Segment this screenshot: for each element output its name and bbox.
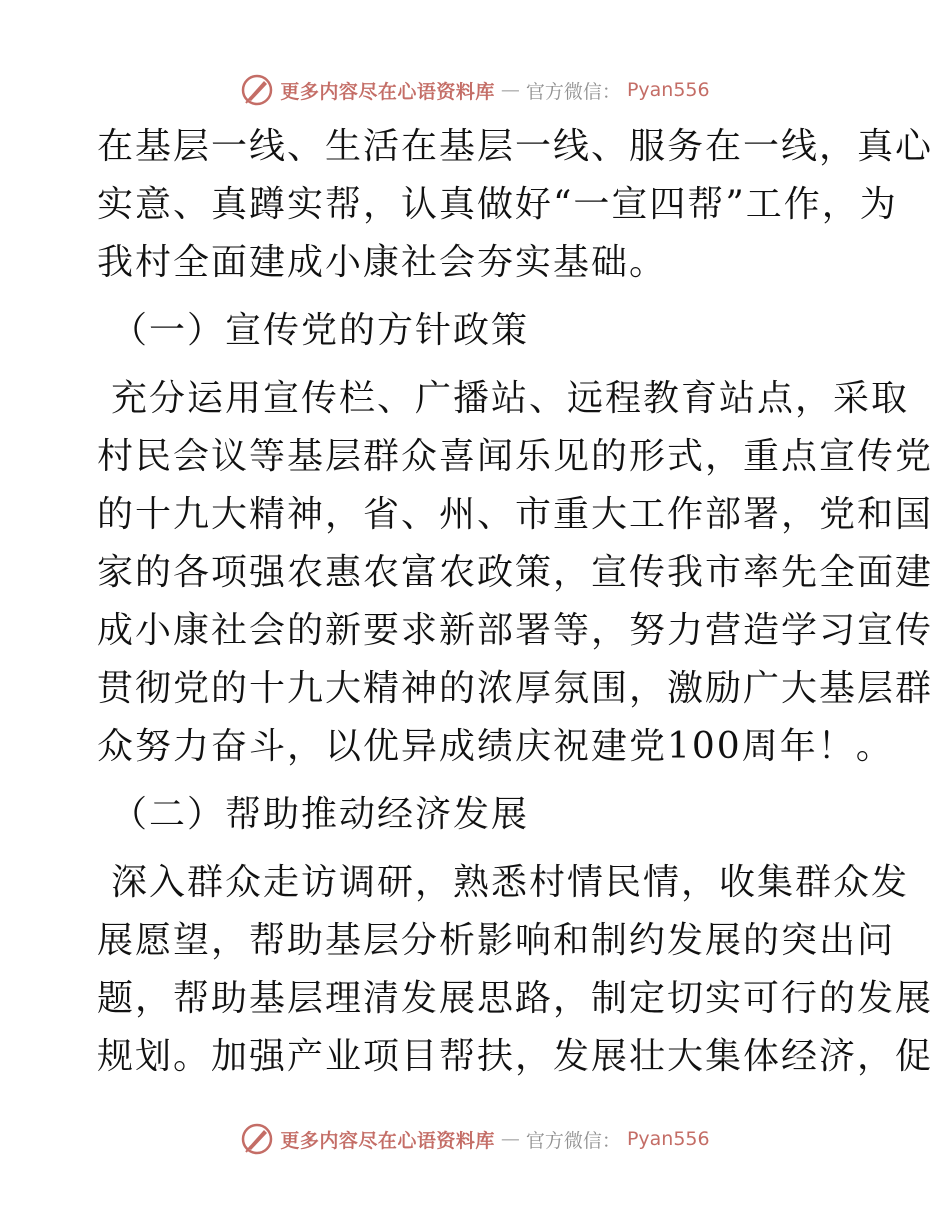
text-line: 成小康社会的新要求新部署等，努力营造学习宣传 (97, 610, 934, 651)
section-heading-2: （二）帮助推动经济发展 (111, 794, 530, 835)
watermark-wechat-id: Pyan556 (626, 1128, 710, 1150)
watermark-official-label: 官方微信： (525, 80, 621, 103)
paragraph-1 (97, 118, 934, 292)
watermark-dash: — (500, 79, 520, 101)
watermark-wechat-id: Pyan556 (626, 79, 710, 101)
watermark-main-text: 更多内容尽在心语资料库 (280, 80, 495, 103)
header-watermark (0, 70, 950, 110)
watermark-main-text: 更多内容尽在心语资料库 (280, 1129, 495, 1152)
text-line: 的十九大精神，省、州、市重大工作部署，党和国 (97, 494, 934, 535)
text-line: 充分运用宣传栏、广播站、远程教育站点，采取 (111, 378, 910, 419)
footer-watermark (0, 1119, 950, 1159)
text-line: 我村全面建成小康社会夯实基础。 (97, 242, 668, 283)
feather-pen-logo-icon (240, 73, 274, 107)
text-line: 展愿望，帮助基层分析影响和制约发展的突出问 (97, 920, 896, 961)
section-heading-1: （一）宣传党的方针政策 (111, 310, 530, 351)
text-line: 众努力奋斗，以优异成绩庆祝建党100周年！。 (97, 726, 894, 767)
watermark-official-label: 官方微信： (525, 1129, 621, 1152)
text-line: 家的各项强农惠农富农政策，宣传我市率先全面建 (97, 552, 934, 593)
text-line: 贯彻党的十九大精神的浓厚氛围，激励广大基层群 (97, 668, 934, 709)
text-line: 实意、真蹲实帮，认真做好“一宣四帮”工作，为 (97, 184, 898, 225)
paragraph-2 (97, 370, 934, 776)
document-body (97, 118, 934, 1086)
text-line: 村民会议等基层群众喜闻乐见的形式，重点宣传党 (97, 436, 934, 477)
paragraph-3 (97, 854, 934, 1086)
text-line: 题，帮助基层理清发展思路，制定切实可行的发展 (97, 978, 934, 1019)
text-line: 规划。加强产业项目帮扶，发展壮大集体经济，促 (97, 1036, 934, 1077)
feather-pen-logo-icon (240, 1122, 274, 1156)
text-line: 在基层一线、生活在基层一线、服务在一线，真心 (97, 126, 934, 167)
watermark-dash: — (500, 1128, 520, 1150)
text-line: 深入群众走访调研，熟悉村情民情，收集群众发 (111, 862, 910, 903)
